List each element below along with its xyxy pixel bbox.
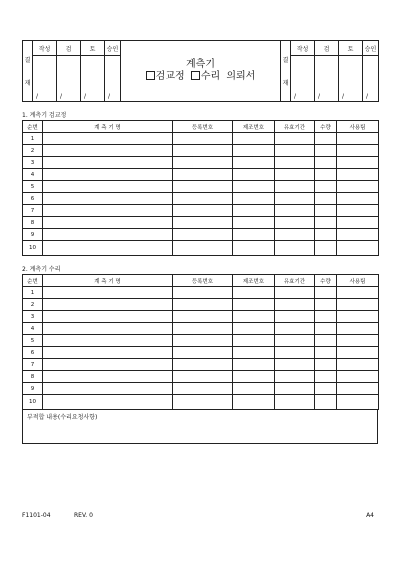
team-cell[interactable]: [337, 287, 379, 299]
approval-label-top-right: 결: [282, 57, 289, 64]
table-row: [23, 395, 379, 410]
team-cell[interactable]: [337, 323, 379, 335]
reg-no-cell[interactable]: [173, 181, 233, 193]
valid-period-cell[interactable]: [275, 299, 315, 311]
instrument-name-cell[interactable]: [43, 205, 173, 217]
qty-cell[interactable]: [315, 383, 337, 395]
serial-no-cell[interactable]: [233, 217, 275, 229]
team-cell[interactable]: [337, 193, 379, 205]
serial-no-cell[interactable]: [233, 371, 275, 383]
row-number: 7: [23, 205, 43, 217]
checkbox-calibration[interactable]: [146, 71, 155, 80]
repair-table: [22, 274, 379, 410]
serial-no-cell[interactable]: [233, 169, 275, 181]
reg-no-cell[interactable]: [173, 347, 233, 359]
team-cell[interactable]: [337, 169, 379, 181]
reg-no-cell[interactable]: [173, 323, 233, 335]
paper-size: A4: [366, 512, 374, 519]
table-row: [23, 359, 379, 371]
instrument-name-cell[interactable]: [43, 241, 173, 256]
col-header-team: 사용팀: [337, 121, 379, 133]
serial-no-cell[interactable]: [233, 287, 275, 299]
sign-header-approve-right: 승인: [363, 41, 379, 56]
checkbox-repair[interactable]: [191, 71, 200, 80]
serial-no-cell[interactable]: [233, 311, 275, 323]
qty-cell[interactable]: [315, 299, 337, 311]
row-number: 6: [23, 347, 43, 359]
reg-no-cell[interactable]: [173, 193, 233, 205]
col-header-reg-no: 등록번호: [173, 275, 233, 287]
row-number: 5: [23, 335, 43, 347]
col-header-no: 순번: [23, 121, 43, 133]
row-number: 1: [23, 133, 43, 145]
instrument-name-cell[interactable]: [43, 193, 173, 205]
document-page: [22, 40, 378, 444]
title-main: 계측기: [186, 59, 215, 70]
reg-no-cell[interactable]: [173, 371, 233, 383]
team-cell[interactable]: [337, 217, 379, 229]
team-cell[interactable]: [337, 395, 379, 410]
table-row: [23, 157, 379, 169]
table-row: [23, 347, 379, 359]
row-number: 3: [23, 157, 43, 169]
valid-period-cell[interactable]: [275, 371, 315, 383]
table-row: [23, 229, 379, 241]
row-number: 9: [23, 229, 43, 241]
team-cell[interactable]: [337, 133, 379, 145]
reg-no-cell[interactable]: [173, 229, 233, 241]
instrument-name-cell[interactable]: [43, 371, 173, 383]
sign-header-writer: 작성: [33, 41, 57, 56]
right-approval-label: [281, 41, 291, 102]
approval-label-top: 결: [24, 57, 31, 64]
serial-no-cell[interactable]: [233, 241, 275, 256]
team-cell[interactable]: [337, 229, 379, 241]
valid-period-cell[interactable]: [275, 217, 315, 229]
row-number: 6: [23, 193, 43, 205]
col-header-team: 사용팀: [337, 275, 379, 287]
serial-no-cell[interactable]: [233, 323, 275, 335]
reg-no-cell[interactable]: [173, 335, 233, 347]
qty-cell[interactable]: [315, 205, 337, 217]
valid-period-cell[interactable]: [275, 335, 315, 347]
team-cell[interactable]: [337, 205, 379, 217]
valid-period-cell[interactable]: [275, 205, 315, 217]
valid-period-cell[interactable]: [275, 193, 315, 205]
row-number: 2: [23, 145, 43, 157]
row-number: 8: [23, 217, 43, 229]
option-calibration-label: 검교정: [155, 71, 185, 82]
valid-period-cell[interactable]: [275, 395, 315, 410]
reg-no-cell[interactable]: [173, 169, 233, 181]
row-number: 7: [23, 359, 43, 371]
valid-period-cell[interactable]: [275, 347, 315, 359]
qty-cell[interactable]: [315, 359, 337, 371]
instrument-name-cell[interactable]: [43, 229, 173, 241]
valid-period-cell[interactable]: [275, 287, 315, 299]
qty-cell[interactable]: [315, 287, 337, 299]
sign-box-writer-right[interactable]: /: [291, 56, 315, 102]
approval-header: [22, 40, 379, 102]
sign-header-review1-right: 검: [315, 41, 339, 56]
reg-no-cell[interactable]: [173, 359, 233, 371]
serial-no-cell[interactable]: [233, 193, 275, 205]
team-cell[interactable]: [337, 383, 379, 395]
table-row: [23, 383, 379, 395]
serial-no-cell[interactable]: [233, 335, 275, 347]
valid-period-cell[interactable]: [275, 169, 315, 181]
valid-period-cell[interactable]: [275, 181, 315, 193]
calibration-table: [22, 120, 379, 256]
valid-period-cell[interactable]: [275, 229, 315, 241]
valid-period-cell[interactable]: [275, 311, 315, 323]
section-repair-title: 2. 계측기 수리: [22, 266, 61, 273]
valid-period-cell[interactable]: [275, 241, 315, 256]
instrument-name-cell[interactable]: [43, 181, 173, 193]
table-row: [23, 145, 379, 157]
instrument-name-cell[interactable]: [43, 395, 173, 410]
row-number: 2: [23, 299, 43, 311]
reg-no-cell[interactable]: [173, 133, 233, 145]
reg-no-cell[interactable]: [173, 205, 233, 217]
col-header-serial-no: 제조번호: [233, 121, 275, 133]
instrument-name-cell[interactable]: [43, 145, 173, 157]
row-number: 4: [23, 323, 43, 335]
table-row: [23, 323, 379, 335]
team-cell[interactable]: [337, 359, 379, 371]
title-suffix: 의뢰서: [226, 71, 256, 82]
sign-box-writer[interactable]: /: [33, 56, 57, 102]
sign-header-approve: 승인: [105, 41, 121, 56]
table-row: [23, 335, 379, 347]
reg-no-cell[interactable]: [173, 299, 233, 311]
instrument-name-cell[interactable]: [43, 133, 173, 145]
qty-cell[interactable]: [315, 169, 337, 181]
col-header-valid-period: 유효기간: [275, 275, 315, 287]
serial-no-cell[interactable]: [233, 133, 275, 145]
qty-cell[interactable]: [315, 157, 337, 169]
valid-period-cell[interactable]: [275, 323, 315, 335]
row-number: 9: [23, 383, 43, 395]
qty-cell[interactable]: [315, 335, 337, 347]
sign-header-review1: 검: [57, 41, 81, 56]
table-row: [23, 299, 379, 311]
valid-period-cell[interactable]: [275, 359, 315, 371]
sign-box-approve-right[interactable]: /: [363, 56, 379, 102]
sign-box-approve[interactable]: /: [105, 56, 121, 102]
team-cell[interactable]: [337, 299, 379, 311]
instrument-name-cell[interactable]: [43, 157, 173, 169]
reg-no-cell[interactable]: [173, 383, 233, 395]
valid-period-cell[interactable]: [275, 133, 315, 145]
instrument-name-cell[interactable]: [43, 335, 173, 347]
col-header-qty: 수량: [315, 275, 337, 287]
table-row: [23, 205, 379, 217]
table-row: [23, 181, 379, 193]
instrument-name-cell[interactable]: [43, 323, 173, 335]
reg-no-cell[interactable]: [173, 145, 233, 157]
reg-no-cell[interactable]: [173, 311, 233, 323]
col-header-instrument: 계 측 기 명: [43, 121, 173, 133]
reg-no-cell[interactable]: [173, 287, 233, 299]
approval-label-bottom-right: 재: [282, 80, 289, 87]
team-cell[interactable]: [337, 347, 379, 359]
sign-box-review1[interactable]: /: [57, 56, 81, 102]
col-header-instrument: 계 측 기 명: [43, 275, 173, 287]
sign-box-review2[interactable]: /: [81, 56, 105, 102]
qty-cell[interactable]: [315, 133, 337, 145]
team-cell[interactable]: [337, 311, 379, 323]
serial-no-cell[interactable]: [233, 383, 275, 395]
qty-cell[interactable]: [315, 395, 337, 410]
left-approval-label: [23, 41, 33, 102]
team-cell[interactable]: [337, 145, 379, 157]
team-cell[interactable]: [337, 181, 379, 193]
qty-cell[interactable]: [315, 241, 337, 256]
valid-period-cell[interactable]: [275, 383, 315, 395]
row-number: 1: [23, 287, 43, 299]
instrument-name-cell[interactable]: [43, 347, 173, 359]
table-row: [23, 133, 379, 145]
serial-no-cell[interactable]: [233, 359, 275, 371]
qty-cell[interactable]: [315, 311, 337, 323]
table-row: [23, 217, 379, 229]
team-cell[interactable]: [337, 335, 379, 347]
form-title: [121, 41, 281, 102]
serial-no-cell[interactable]: [233, 145, 275, 157]
serial-no-cell[interactable]: [233, 229, 275, 241]
qty-cell[interactable]: [315, 217, 337, 229]
approval-label-bottom: 재: [24, 80, 31, 87]
revision: REV. 0: [74, 512, 93, 519]
table-row: [23, 193, 379, 205]
table-row: [23, 241, 379, 256]
qty-cell[interactable]: [315, 181, 337, 193]
qty-cell[interactable]: [315, 193, 337, 205]
col-header-valid-period: 유효기간: [275, 121, 315, 133]
option-repair-label: 수리: [200, 71, 221, 82]
instrument-name-cell[interactable]: [43, 169, 173, 181]
instrument-name-cell[interactable]: [43, 217, 173, 229]
table-row: [23, 287, 379, 299]
row-number: 8: [23, 371, 43, 383]
serial-no-cell[interactable]: [233, 395, 275, 410]
instrument-name-cell[interactable]: [43, 299, 173, 311]
row-number: 10: [23, 241, 43, 256]
form-code: F1101-04: [22, 512, 51, 519]
sign-header-review2: 토: [81, 41, 105, 56]
serial-no-cell[interactable]: [233, 299, 275, 311]
col-header-serial-no: 제조번호: [233, 275, 275, 287]
team-cell[interactable]: [337, 157, 379, 169]
row-number: 4: [23, 169, 43, 181]
team-cell[interactable]: [337, 241, 379, 256]
row-number: 3: [23, 311, 43, 323]
sign-box-review1-right[interactable]: /: [315, 56, 339, 102]
section-calibration-title: 1. 계측기 검교정: [22, 112, 67, 119]
serial-no-cell[interactable]: [233, 205, 275, 217]
sign-box-review2-right[interactable]: /: [339, 56, 363, 102]
qty-cell[interactable]: [315, 371, 337, 383]
row-number: 5: [23, 181, 43, 193]
team-cell[interactable]: [337, 371, 379, 383]
valid-period-cell[interactable]: [275, 157, 315, 169]
reg-no-cell[interactable]: [173, 395, 233, 410]
valid-period-cell[interactable]: [275, 145, 315, 157]
qty-cell[interactable]: [315, 229, 337, 241]
reg-no-cell[interactable]: [173, 217, 233, 229]
serial-no-cell[interactable]: [233, 181, 275, 193]
reg-no-cell[interactable]: [173, 241, 233, 256]
qty-cell[interactable]: [315, 323, 337, 335]
nonconformity-note-box[interactable]: [22, 410, 378, 444]
col-header-reg-no: 등록번호: [173, 121, 233, 133]
title-options: [121, 71, 280, 83]
serial-no-cell[interactable]: [233, 347, 275, 359]
col-header-qty: 수량: [315, 121, 337, 133]
table-row: [23, 169, 379, 181]
qty-cell[interactable]: [315, 145, 337, 157]
reg-no-cell[interactable]: [173, 157, 233, 169]
table-row: [23, 371, 379, 383]
instrument-name-cell[interactable]: [43, 287, 173, 299]
instrument-name-cell[interactable]: [43, 383, 173, 395]
col-header-no: 순번: [23, 275, 43, 287]
nonconformity-label: 부적합 내용(수리요청사항): [27, 414, 98, 421]
instrument-name-cell[interactable]: [43, 311, 173, 323]
instrument-name-cell[interactable]: [43, 359, 173, 371]
table-row: [23, 311, 379, 323]
sign-header-writer-right: 작성: [291, 41, 315, 56]
serial-no-cell[interactable]: [233, 157, 275, 169]
sign-header-review2-right: 토: [339, 41, 363, 56]
row-number: 10: [23, 395, 43, 410]
qty-cell[interactable]: [315, 347, 337, 359]
